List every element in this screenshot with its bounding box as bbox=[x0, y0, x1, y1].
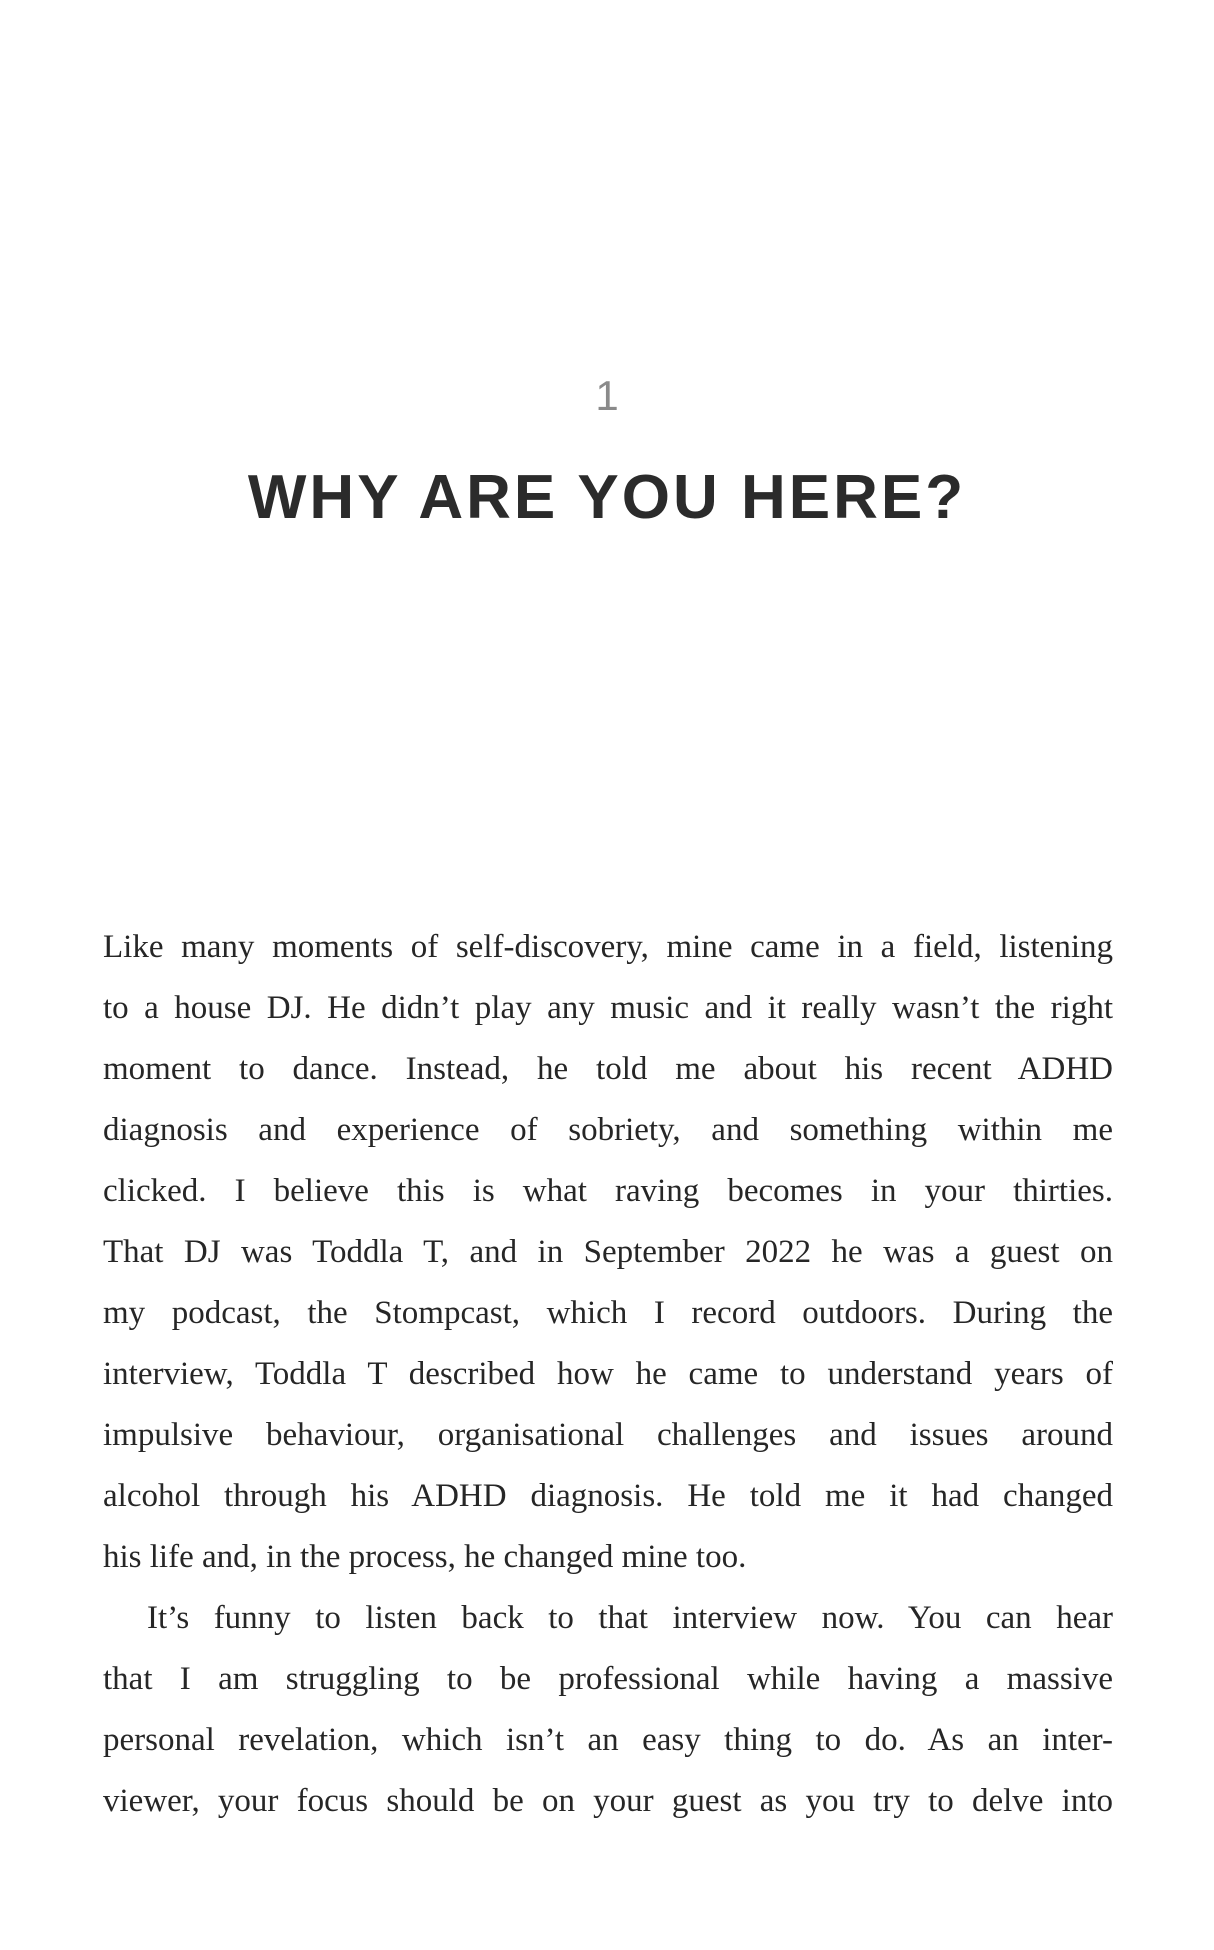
text-line: Like many moments of self-discovery, mine came in a field, listening bbox=[103, 929, 1113, 965]
text-line: personal revelation, which isn’t an easy thing to do. As an inter- bbox=[103, 1722, 1113, 1758]
text-line: interview, Toddla T described how he came to understand years of bbox=[103, 1356, 1113, 1392]
paragraph-2 bbox=[103, 1588, 1113, 1832]
text-line: diagnosis and experience of sobriety, and something within me bbox=[103, 1112, 1113, 1148]
text-line: to a house DJ. He didn’t play any music and it really wasn’t the right bbox=[103, 990, 1113, 1026]
text-line: viewer, your focus should be on your guest as you try to delve into bbox=[103, 1783, 1113, 1819]
paragraph-1 bbox=[103, 917, 1113, 1588]
text-line: It’s funny to listen back to that interview now. You can hear bbox=[147, 1600, 1113, 1636]
text-line: impulsive behaviour, organisational challenges and issues around bbox=[103, 1417, 1113, 1453]
text-line: alcohol through his ADHD diagnosis. He told me it had changed bbox=[103, 1478, 1113, 1514]
text-line: his life and, in the process, he changed mine too. bbox=[103, 1539, 747, 1575]
text-line: moment to dance. Instead, he told me about his recent ADHD bbox=[103, 1051, 1113, 1087]
text-line: my podcast, the Stompcast, which I record outdoors. During the bbox=[103, 1295, 1113, 1331]
body-text bbox=[103, 917, 1113, 1832]
text-line: clicked. I believe this is what raving becomes in your thirties. bbox=[103, 1173, 1113, 1209]
text-line: That DJ was Toddla T, and in September 2022 he was a guest on bbox=[103, 1234, 1113, 1270]
text-line: that I am struggling to be professional while having a massive bbox=[103, 1661, 1113, 1697]
chapter-title: WHY ARE YOU HERE? bbox=[247, 463, 967, 532]
chapter-number: 1 bbox=[595, 372, 619, 419]
